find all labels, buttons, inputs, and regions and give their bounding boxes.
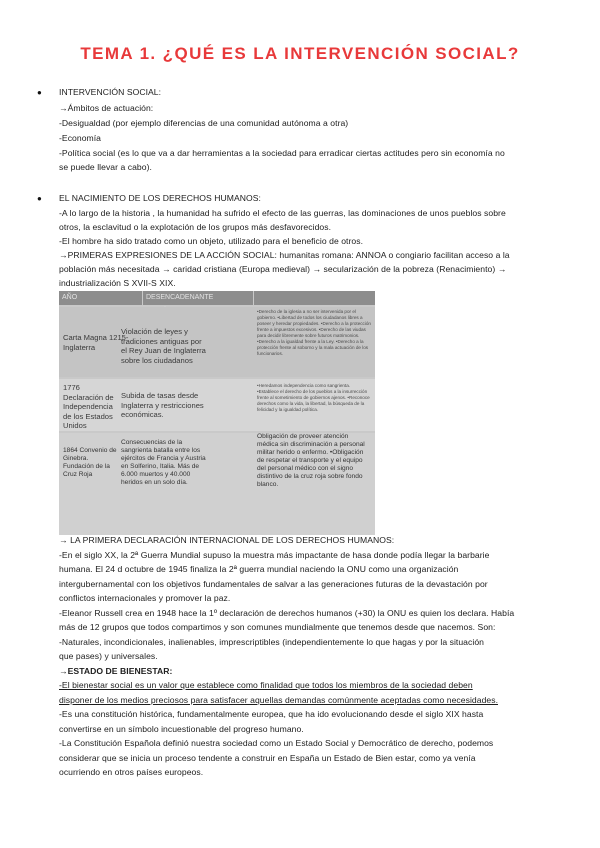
text-line: -Política social (es lo que va a dar herramientas a la sociedad para erradicar ciertas actitudes pero sin economía no	[59, 148, 505, 158]
bienestar-heading: →ESTADO DE BIENESTAR:	[59, 666, 173, 676]
table-cell: Carta Magna 1215-Inglaterra	[63, 333, 129, 352]
text-line: convertirse en un símbolo incuestionable del progreso humano.	[59, 724, 304, 734]
bullet-icon: ●	[37, 88, 42, 97]
text-line: -Es una constitución histórica, fundamentalmente europea, que ha ido evolucionando desde el siglo XIX hasta	[59, 709, 484, 719]
section-heading: INTERVENCIÓN SOCIAL:	[59, 87, 162, 97]
text-line: más de 12 grupos que todos compartimos y son comunes mundialmente que tenemos desde que nacemos. Son:	[59, 622, 496, 632]
table-header	[254, 291, 375, 305]
table-cell: Violación de leyes y tradiciones antiguas por el Rey Juan de Inglaterra sobre los ciudadanos	[121, 327, 206, 365]
table-header: AÑO	[59, 291, 142, 305]
text-line: industrialización S XVII-S XIX.	[59, 278, 176, 288]
table-cell: Consecuencias de la sangrienta batalla entre los ejércitos de Francia y Austria en Solferino, Italia. Más de 6.000 muertos y 40.000 heridos en un solo día.	[121, 439, 206, 486]
text-line: se puede llevar a cabo).	[59, 162, 152, 172]
section-heading: EL NACIMIENTO DE LOS DERECHOS HUMANOS:	[59, 193, 261, 203]
table-header: DESENCADENANTE	[143, 291, 253, 305]
text-line: población más necesitada → caridad cristiana (Europa medieval) → secularización de la pobreza (Renacimiento) →	[59, 264, 507, 274]
text-line: →PRIMERAS EXPRESIONES DE LA ACCIÓN SOCIAL: humanitas romana: ANNOA o congiario facilitan acceso a la	[59, 250, 510, 260]
text-line: -En el siglo XX, la 2ª Guerra Mundial supuso la muestra más impactante de hasa donde podía llegar la barbarie	[59, 550, 490, 560]
rights-history-table	[59, 291, 375, 535]
bullet-icon: ●	[37, 194, 42, 203]
text-line: que pases) y universales.	[59, 651, 158, 661]
text-line: considerar que se inicia un proceso tendente a construir en España un Estado de Bien estar, como ya venía	[59, 753, 476, 763]
text-line: humana. El 24 d octubre de 1945 finaliza la 2ª guerra mundial naciendo la ONU como una organización	[59, 564, 459, 574]
text-line: -Economía	[59, 133, 102, 143]
table-cell: Subida de tasas desde Inglaterra y restricciones económicas.	[121, 391, 204, 419]
text-line: →Ámbitos de actuación:	[59, 103, 154, 113]
table-cell: •Derecho de la iglesia a no ser intervenida por el gobierno. •Libertad de todos los ciudadanos libres a poseer y heredar propiedades. •Derecho a la protección frente a impuestos excesivos. •Derecho de las viudas para decidir libremente sobre futuros matrimonios. •Derecho a la igualdad frente a la Ley. •Derecho a la protección frente al soborno y la mala actuación de los funcionarios.	[257, 309, 371, 356]
text-line: conflictos internacionales y promover la paz.	[59, 593, 231, 603]
text-line: -A lo largo de la historia , la humanidad ha sufrido el efecto de las guerras, las dominaciones de unos pueblos sobre	[59, 208, 506, 218]
section-heading: → LA PRIMERA DECLARACIÓN INTERNACIONAL DE LOS DERECHOS HUMANOS:	[59, 535, 395, 545]
underlined-line: disponer de los medios preciosos para satisfacer aquellas demandas comúnmente aceptadas como necesidades.	[59, 695, 499, 705]
table-cell: •Heredamos independencia como sangrienta. •Establece el derecho de los pueblos a la insurrección frente al sometimiento de gobiernos ajenos. •Reconoce derechos como la vida, la libertad, la búsqueda de la felicidad y la igualdad política.	[257, 383, 370, 412]
text-line: -Naturales, incondicionales, inalienables, imprescriptibles (independientemente lo que hagas y por la situación	[59, 637, 484, 647]
table-cell: 1864 Convenio de Ginebra. Fundación de la Cruz Roja	[63, 447, 117, 478]
text-line: -Eleanor Russell crea en 1948 hace la 1º declaración de derechos humanos (+30) la ONU es quien los declara. Había	[59, 608, 515, 618]
page-title: TEMA 1. ¿QUÉ ES LA INTERVENCIÓN SOCIAL?	[80, 44, 520, 63]
text-line: -El hombre ha sido tratado como un objeto, utilizado para el beneficio de otros.	[59, 236, 364, 246]
text-line: intergubernamental con los objetivos fundamentales de salvar a las generaciones futuras de la devastación por	[59, 579, 488, 589]
text-line: -La Constitución Española definió nuestra sociedad como un Estado Social y Democrático de derecho, podemos	[59, 738, 494, 748]
underlined-line: -El bienestar social es un valor que establece como finalidad que todos los miembros de la sociedad deben	[59, 680, 473, 690]
table-cell: 1776 Declaración de Independencia de los Estados Unidos	[63, 383, 114, 430]
text-line: otros, la esclavitud o la explotación de los grupos más desfavorecidos.	[59, 222, 332, 232]
table-cell: Obligación de proveer atención médica sin discriminación a personal militar herido o enfermo. •Obligación de respetar el transporte y el equipo del personal médico con el signo distintivo de la cruz roja sobre fondo blanco.	[257, 433, 365, 488]
text-line: -Desigualdad (por ejemplo diferencias de una comunidad autónoma a otra)	[59, 118, 349, 128]
text-line: ocurriendo en otros países europeos.	[59, 767, 204, 777]
